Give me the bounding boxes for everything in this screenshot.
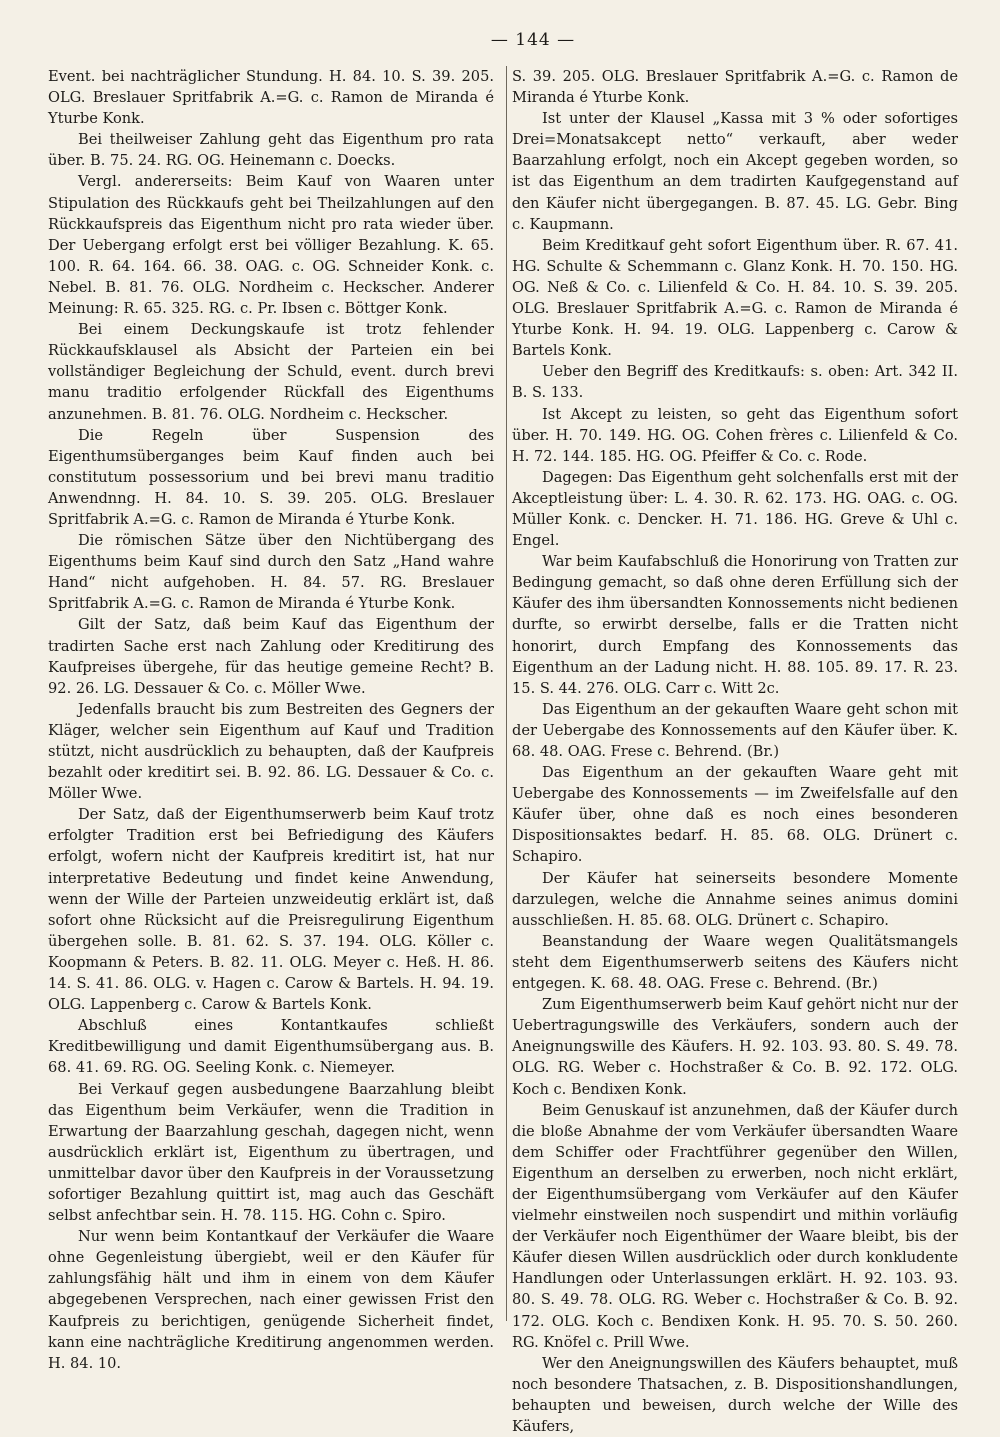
paragraph: Bei theilweiser Zahlung geht das Eigenthum pro rata über. B. 75. 24. RG. OG. Heinemann c. Doecks. [48,131,494,170]
paragraph: Die Regeln über Suspension des Eigenthumsüberganges beim Kauf finden auch bei constitutum possessorium und bei brevi manu traditio Anwendnng. H. 84. 10. S. 39. 205. OLG. Breslauer Spritfabrik A.=G. c. Ramon de Miranda é Yturbe Konk. [48,426,494,528]
paragraph: Der Käufer hat seinerseits besondere Momente darzulegen, welche die Annahme seines animus domini ausschließen. H. 85. 68. OLG. Drünert c. Schapiro. [512,869,958,929]
paragraph: Nur wenn beim Kontantkauf der Verkäufer die Waare ohne Gegenleistung übergiebt, weil er den Käufer für zahlungsfähig hält und ihm in einem von dem Käufer abgegebenen Versprechen, nach einer gewissen Frist den Kaufpreis zu berichtigen, genügende Sicherheit findet, kann eine nachträgliche Kreditirung angenommen werden. H. 84. 10. [48,1228,494,1372]
paragraph: Zum Eigenthumserwerb beim Kauf gehört nicht nur der Uebertragungswille des Verkäufers, sondern auch der Aneignungswille des Käufers. H. 92. 103. 93. 80. S. 49. 78. OLG. RG. Weber c. Hochstraßer & Co. B. 92. 172. OLG. Koch c. Bendixen Konk. [512,996,958,1098]
text-columns [48,66,958,1437]
paragraph: Dagegen: Das Eigenthum geht solchenfalls erst mit der Akceptleistung über: L. 4. 30. R. 62. 173. HG. OAG. c. OG. Müller Konk. c. Dencker. H. 71. 186. HG. Greve & Uhl c. Engel. [512,468,958,550]
paragraph: Ist Akcept zu leisten, so geht das Eigenthum sofort über. H. 70. 149. HG. OG. Cohen frères c. Lilienfeld & Co. H. 72. 144. 185. HG. OG. Pfeiffer & Co. c. Rode. [512,405,958,465]
paragraph: Ueber den Begriff des Kreditkaufs: s. oben: Art. 342 II. B. S. 133. [512,363,958,402]
paragraph: Gilt der Satz, daß beim Kauf das Eigenthum der tradirten Sache erst nach Zahlung oder Kreditirung des Kaufpreises übergehe, für das heutige gemeine Recht? B. 92. 26. LG. Dessauer & Co. c. Möller Wwe. [48,616,494,697]
paragraph: S. 39. 205. OLG. Breslauer Spritfabrik A.=G. c. Ramon de Miranda é Yturbe Konk. [512,68,958,107]
paragraph: Bei Verkauf gegen ausbedungene Baarzahlung bleibt das Eigenthum beim Verkäufer, wenn die Tradition in Erwartung der Baarzahlung geschah, dagegen nicht, wenn ausdrücklich erklärt ist, Eigenthum zu übertragen, und unmittelbar davor über den Kaufpreis in der Voraussetzung sofortiger Bezahlung quittirt ist, mag auch das Geschäft selbst anfechtbar sein. H. 78. 115. HG. Cohn c. Spiro. [48,1080,494,1225]
paragraph: Ist unter der Klausel „Kassa mit 3 % oder sofortiges Drei=Monatsakcept netto“ verkauft, aber weder Baarzahlung erfolgt, noch ein Akcept gegeben worden, so ist das Eigenthum an dem tradirten Kaufgegenstand auf den Käufer nicht übergegangen. B. 87. 45. LG. Gebr. Bing c. Kaupmann. [512,110,958,233]
paragraph: Event. bei nachträglicher Stundung. H. 84. 10. S. 39. 205. OLG. Breslauer Spritfabrik A.=G. c. Ramon de Miranda é Yturbe Konk. [48,68,494,128]
column-divider [506,66,507,1321]
paragraph: Die römischen Sätze über den Nichtübergang des Eigenthums beim Kauf sind durch den Satz „Hand wahre Hand“ nicht aufgehoben. H. 84. 57. RG. Breslauer Spritfabrik A.=G. c. Ramon de Miranda é Yturbe Konk. [48,532,494,613]
paragraph: Das Eigenthum an der gekauften Waare geht schon mit der Uebergabe des Konnossements auf den Käufer über. K. 68. 48. OAG. Frese c. Behrend. (Br.) [512,700,958,760]
paragraph: Beim Kreditkauf geht sofort Eigenthum über. R. 67. 41. HG. Schulte & Schemmann c. Glanz Konk. H. 70. 150. HG. OG. Neß & Co. c. Lilienfeld & Co. H. 84. 10. S. 39. 205. OLG. Breslauer Spritfabrik A.=G. c. Ramon de Miranda é Yturbe Konk. H. 94. 19. OLG. Lappenberg c. Carow & Bartels Konk. [512,236,958,360]
paragraph: War beim Kaufabschluß die Honorirung von Tratten zur Bedingung gemacht, so daß ohne deren Erfüllung sich der Käufer des ihm übersandten Konnossements nicht bedienen durfte, so erwirbt derselbe, falls er die Tratten nicht honorirt, durch Empfang des Konnossements das Eigenthum an der Ladung nicht. H. 88. 105. 89. 17. R. 23. 15. S. 44. 276. OLG. Carr c. Witt 2c. [512,553,958,697]
paragraph: Jedenfalls braucht bis zum Bestreiten des Gegners der Kläger, welcher sein Eigenthum auf Kauf und Tradition stützt, nicht ausdrücklich zu behaupten, daß der Kaufpreis bezahlt oder kreditirt sei. B. 92. 86. LG. Dessauer & Co. c. Möller Wwe. [48,700,494,803]
paragraph: Vergl. andererseits: Beim Kauf von Waaren unter Stipulation des Rückkaufs geht bei Theilzahlungen auf den Rückkaufspreis das Eigenthum nicht pro rata wieder über. Der Uebergang erfolgt erst bei völliger Bezahlung. K. 65. 100. R. 64. 164. 66. 38. OAG. c. OG. Schneider Konk. c. Nebel. B. 81. 76. OLG. Nordheim c. Heckscher. Anderer Meinung: R. 65. 325. RG. c. Pr. Ibsen c. Böttger Konk. [48,173,494,318]
paragraph: Abschluß eines Kontantkaufes schließt Kreditbewilligung und damit Eigenthumsübergang aus. B. 68. 41. 69. RG. OG. Seeling Konk. c. Niemeyer. [48,1017,494,1077]
right-column [512,66,958,1437]
paragraph: Das Eigenthum an der gekauften Waare geht mit Uebergabe des Konnossements — im Zweifelsfalle auf den Käufer über, ohne daß es noch eines besonderen Dispositionsaktes bedarf. H. 85. 68. OLG. Drünert c. Schapiro. [512,764,958,866]
paragraph: Wer den Aneignungswillen des Käufers behauptet, muß noch besondere Thatsachen, z. B. Dispositionshandlungen, behaupten und beweisen, durch welche der Wille des Käufers, [512,1354,958,1435]
left-column [48,66,494,1437]
page-number: — 144 — [490,30,576,50]
paragraph: Der Satz, daß der Eigenthumserwerb beim Kauf trotz erfolgter Tradition erst bei Befriedigung des Käufers erfolgt, wofern nicht der Kaufpreis kreditirt ist, hat nur interpretative Bedeutung und findet keine Anwendung, wenn der Wille der Parteien unzweideutig erklärt ist, daß sofort ohne Rücksicht auf die Preisregulirung Eigenthum übergehen solle. B. 81. 62. S. 37. 194. OLG. Köller c. Koopmann & Peters. B. 82. 11. OLG. Meyer c. Heß. H. 86. 14. S. 41. 86. OLG. v. Hagen c. Carow & Bartels. H. 94. 19. OLG. Lappenberg c. Carow & Bartels Konk. [48,806,494,1014]
paragraph: Beim Genuskauf ist anzunehmen, daß der Käufer durch die bloße Abnahme der vom Verkäufer übersandten Waare dem Schiffer oder Frachtführer gegenüber den Willen, Eigenthum an derselben zu erwerben, noch nicht erklärt, der Eigenthumsübergang vom Verkäufer auf den Käufer vielmehr einstweilen noch suspendirt und mithin vorläufig der Verkäufer noch Eigenthümer der Waare bleibt, bis der Käufer diesen Willen ausdrücklich oder durch konkludente Handlungen oder Unterlassungen erklärt. H. 92. 103. 93. 80. S. 49. 78. OLG. RG. Weber c. Hochstraßer & Co. B. 92. 172. OLG. Koch c. Bendixen Konk. H. 95. 70. S. 50. 260. RG. Knöfel c. Prill Wwe. [512,1101,958,1351]
paragraph: Bei einem Deckungskaufe ist trotz fehlender Rückkaufsklausel als Absicht der Parteien ein bei vollständiger Begleichung der Schuld, event. durch brevi manu traditio erfolgender Rückfall des Eigenthums anzunehmen. B. 81. 76. OLG. Nordheim c. Heckscher. [48,321,494,423]
paragraph: Beanstandung der Waare wegen Qualitätsmangels steht dem Eigenthumserwerb seitens des Käufers nicht entgegen. K. 68. 48. OAG. Frese c. Behrend. (Br.) [512,932,958,993]
